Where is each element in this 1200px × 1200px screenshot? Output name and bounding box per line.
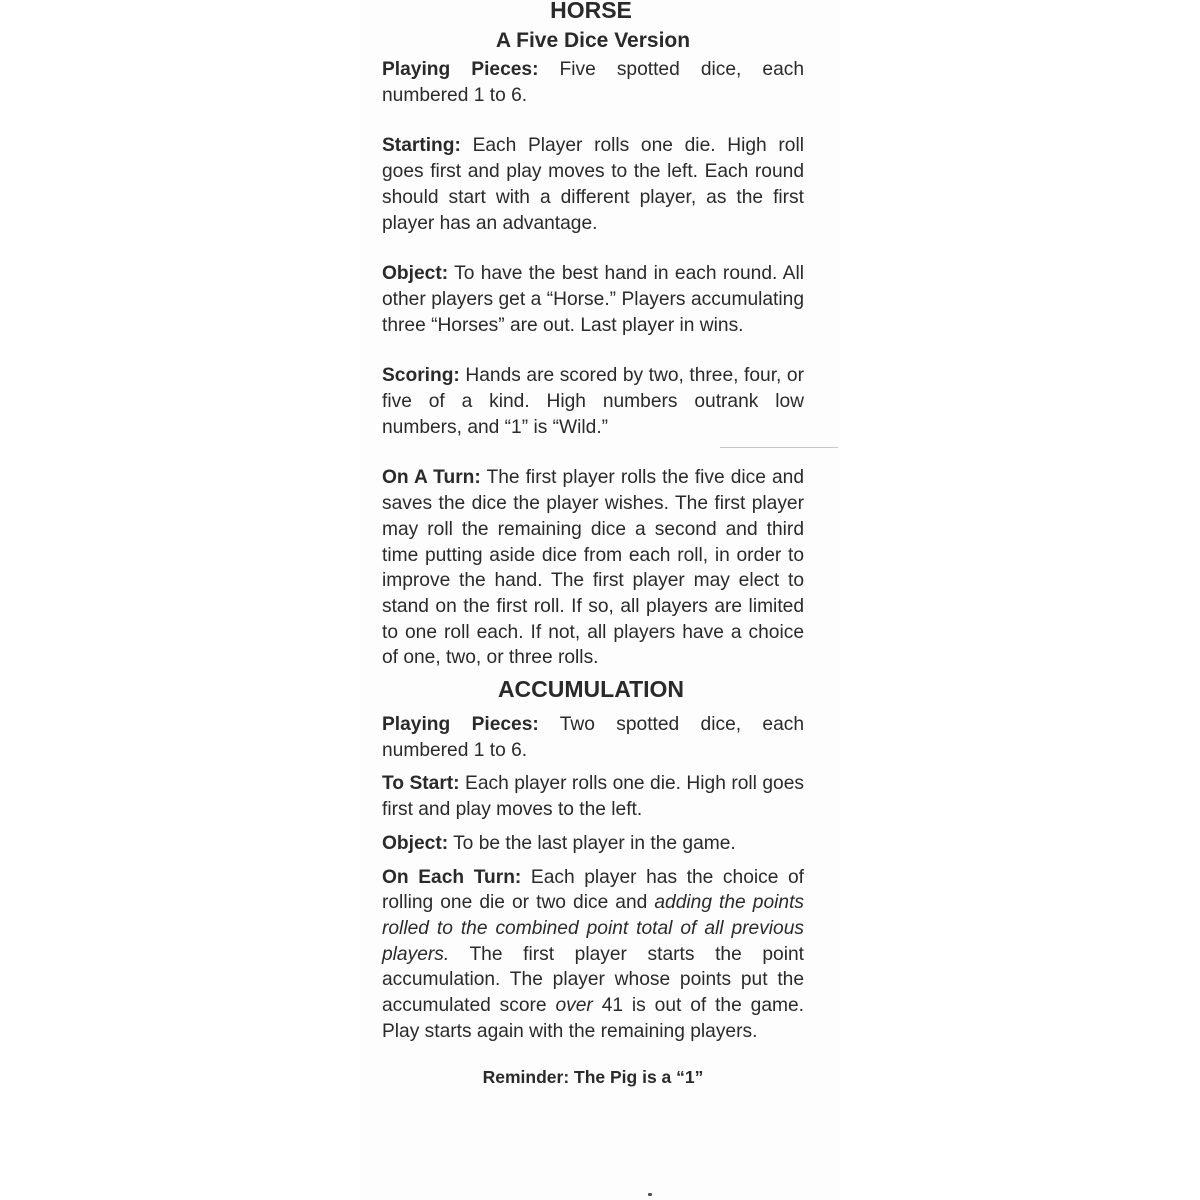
horse-on-a-turn-text: The first player rolls the five dice and saves the dice the player wishes. The first player may roll the remaining dice a second and third time putting aside dice from each roll, in order to improve the hand. The first player may elect to stand on the first roll. If so, all players are limited to one roll each. If not, all players have a choice of one, two, or three rolls. <box>382 467 804 669</box>
horse-object-text: To have the best hand in each round. All other players get a “Horse.” Players accumulating three “Horses” are out. Last player in wins. <box>382 263 804 336</box>
accumulation-object <box>382 831 804 857</box>
horse-playing-pieces <box>382 57 804 108</box>
accumulation-playing-pieces <box>382 712 804 763</box>
horse-starting-text: Each Player rolls one die. High roll goes first and play moves to the left. Each round should start with a different player, as the first player has an advantage. <box>382 135 804 234</box>
rules-column <box>382 0 804 1088</box>
accumulation-playing-pieces-label: Playing Pieces: <box>382 714 539 736</box>
horse-playing-pieces-label: Playing Pieces: <box>382 59 539 80</box>
horse-title: HORSE <box>550 0 632 23</box>
accumulation-to-start-label: To Start: <box>382 773 460 795</box>
accumulation-to-start <box>382 771 804 822</box>
horse-on-a-turn-label: On A Turn: <box>382 467 481 489</box>
horse-object-label: Object: <box>382 263 449 285</box>
horse-playing-pieces-text: Five spotted dice, each numbered 1 to 6. <box>382 59 804 106</box>
accumulation-object-text: To be the last player in the game. <box>448 832 736 854</box>
horse-object <box>382 261 804 338</box>
accumulation-on-each-turn-italic-2: over <box>555 995 593 1017</box>
horse-on-a-turn <box>382 465 804 671</box>
accumulation-on-each-turn-text-1: Each player has the choice of rolling one die or two dice and <box>382 866 804 914</box>
accumulation-to-start-text: Each player rolls one die. High roll goes first and play moves to the left. <box>382 773 804 821</box>
accumulation-on-each-turn-italic: adding the points rolled to the combined point total of all previous players. <box>382 892 804 965</box>
horse-starting <box>382 133 804 236</box>
horse-scoring-text: Hands are scored by two, three, four, or five of a kind. High numbers outrank low numbers, and “1” is “Wild.” <box>382 365 804 438</box>
horse-scoring-label: Scoring: <box>382 365 460 387</box>
horse-subtitle: A Five Dice Version <box>495 29 691 52</box>
accumulation-playing-pieces-text: Two spotted dice, each numbered 1 to 6. <box>382 714 804 761</box>
accumulation-on-each-turn-text-2: The first player starts the point accumulation. The player whose points put the accumulated score <box>382 943 804 1017</box>
horse-starting-label: Starting: <box>382 135 461 157</box>
accumulation-on-each-turn-text-3: 41 is out of the game. Play starts again with the remaining players. <box>382 995 804 1042</box>
scan-artifact-mark <box>648 1193 652 1196</box>
accumulation-object-label: Object: <box>382 832 449 854</box>
reminder: Reminder: The Pig is a “1” <box>482 1066 704 1087</box>
accumulation-title: ACCUMULATION <box>497 676 685 703</box>
accumulation-on-each-turn-label: On Each Turn: <box>382 866 522 888</box>
accumulation-on-each-turn <box>382 865 804 1045</box>
horse-scoring <box>382 363 804 440</box>
